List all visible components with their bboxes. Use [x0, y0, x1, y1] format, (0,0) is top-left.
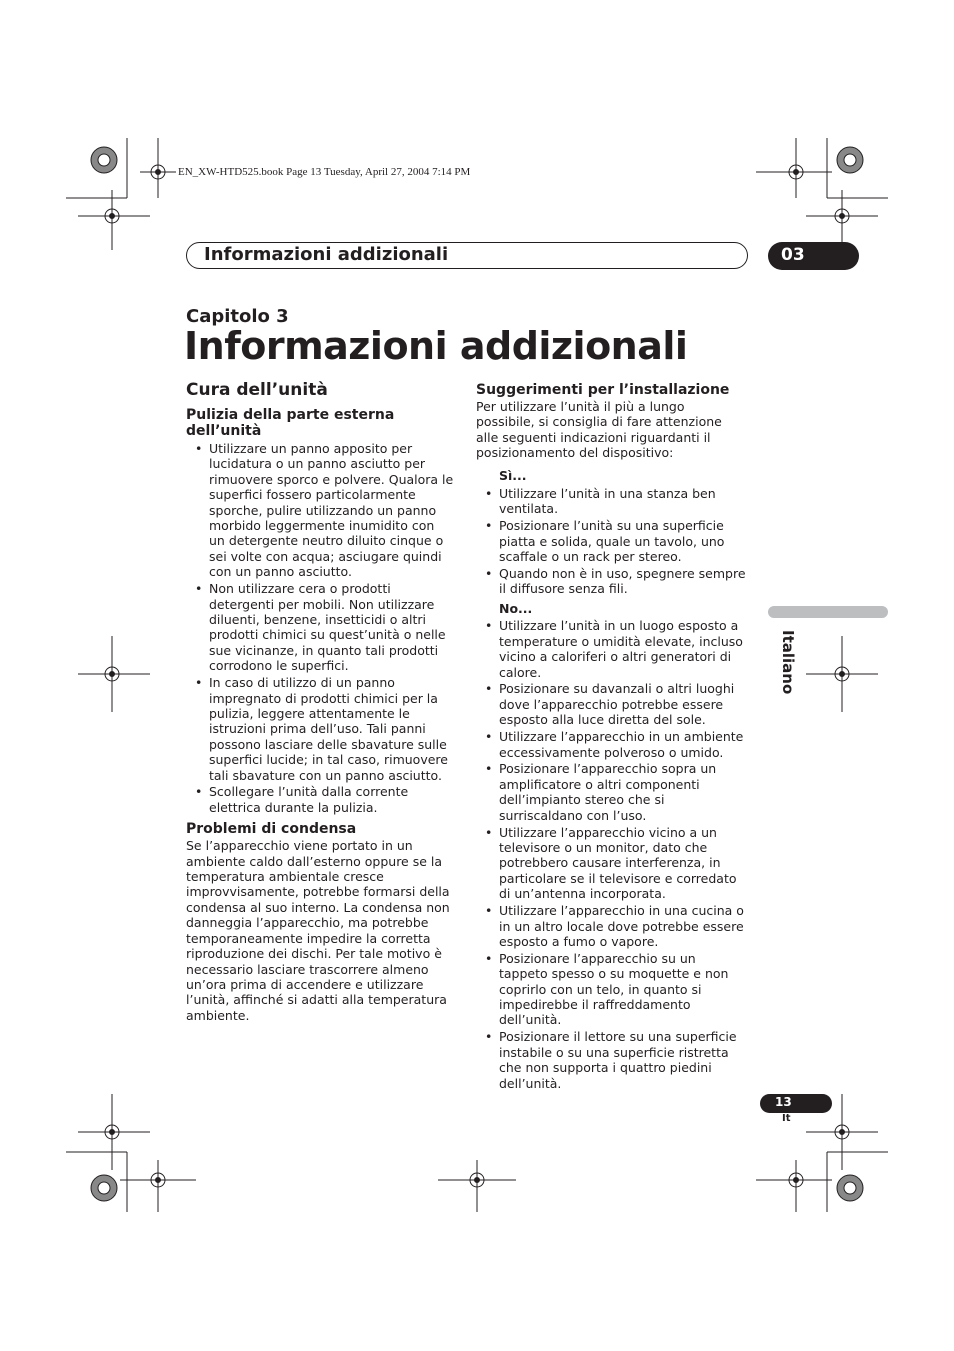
chapter-number: 03: [781, 245, 805, 265]
list-item: • Posizionare l’apparecchio su un tappeto spesso o su moquette e non coprirlo con un telo, in quanto si impedirebbe il raffreddamento dell’unità.: [476, 951, 746, 1028]
list-item: • Scollegare l’unità dalla corrente elettrica durante la pulizia.: [186, 784, 454, 815]
heading-installation: Suggerimenti per l’installazione: [476, 382, 730, 398]
list-item: • Non utilizzare cera o prodotti detergenti per mobili. Non utilizzare diluenti, benzene, insetticidi o altri prodotti chimici su quest’unità o nelle sue vicinanze, in quanto tali prodotti corrodono le superfici.: [186, 581, 454, 673]
right-column: [476, 382, 746, 1092]
yes-list: [476, 486, 746, 597]
installation-intro: Per utilizzare l’unità il più a lungo possibile, si consiglia di fare attenzione alle seguenti indicazioni riguardanti il posizionamento del dispositivo:: [476, 399, 722, 461]
section-title-care: Cura dell’unità: [186, 380, 328, 400]
list-item: • Quando non è in uso, spegnere sempre il diffusore senza fili.: [476, 566, 746, 597]
language-tab-bar: [768, 606, 888, 618]
list-item: • Posizionare l’apparecchio sopra un amplificatore o altri componenti dell’impianto stereo che si surriscaldano con l’uso.: [476, 761, 746, 823]
no-list: [476, 618, 746, 1091]
list-item: • In caso di utilizzo di un panno impregnato di prodotti chimici per la pulizia, leggere attentamente le istruzioni prima dell’uso. Tali panni possono lasciare delle sbavature sulle superfici lucide; in tal caso, rimuovere tali sbavature con un panno asciutto.: [186, 675, 454, 783]
language-tab-label: Italiano: [779, 630, 797, 695]
list-item: • Utilizzare l’apparecchio in una cucina o in un altro locale dove potrebbe essere esposto a fumo o vapore.: [476, 903, 746, 949]
condensation-text: Se l’apparecchio viene portato in un ambiente caldo dall’esterno oppure se la temperatura ambientale cresce improvvisamente, potrebbe formarsi della condensa al suo interno. La condensa non danneggia l’apparecchio, ma potrebbe temporaneamente impedire la corretta riproduzione dei dischi. Per tale motivo è necessario lasciare trascorrere almeno un’ora prima di accendere e utilizzare l’unità, affinché si adatti alla temperatura ambiente.: [186, 838, 450, 1023]
page-title: Informazioni addizionali: [184, 324, 688, 368]
heading-condensation: Problemi di condensa: [186, 821, 357, 838]
list-item: • Posizionare il lettore su una superficie instabile o su una superficie ristretta che non supporta i quattro piedini dell’unità.: [476, 1029, 746, 1091]
page-number: 13: [775, 1095, 792, 1109]
cleaning-list: [186, 441, 454, 815]
file-header: EN_XW-HTD525.book Page 13 Tuesday, April 27, 2004 7:14 PM: [178, 166, 471, 178]
heading-cleaning: Pulizia della parte esterna dell’unità: [186, 407, 395, 439]
no-label: No...: [499, 600, 533, 616]
page-language-code: It: [782, 1113, 791, 1124]
list-item: • Posizionare su davanzali o altri luoghi dove l’apparecchio potrebbe essere esposto alla luce diretta del sole.: [476, 681, 746, 727]
list-item: • Utilizzare l’apparecchio in un ambiente eccessivamente polveroso o umido.: [476, 729, 746, 760]
list-item: • Utilizzare un panno apposito per lucidatura o un panno asciutto per rimuovere sporco e polvere. Qualora le superfici fossero particolarmente sporche, pulire utilizzando un panno morbido leggermente inumidito con un detergente neutro diluito cinque o sei volte con acqua; asciugare quindi con un panno asciutto.: [186, 441, 454, 580]
yes-label: Sì...: [499, 467, 527, 483]
list-item: • Utilizzare l’unità in una stanza ben ventilata.: [476, 486, 746, 517]
chapter-label: Capitolo 3: [186, 306, 289, 327]
left-column: [186, 380, 454, 1023]
list-item: • Utilizzare l’apparecchio vicino a un televisore o un monitor, dato che potrebbero causare interferenza, in particolare se il televisore e corredato di un’antenna incorporata.: [476, 825, 746, 902]
running-header-title: Informazioni addizionali: [204, 244, 449, 265]
page-number-pill: [760, 1094, 832, 1113]
list-item: • Posizionare l’unità su una superficie piatta e solida, quale un tavolo, uno scaffale o un rack per stereo.: [476, 518, 746, 564]
list-item: • Utilizzare l’unità in un luogo esposto a temperature o umidità elevate, incluso vicino a caloriferi o altri generatori di calore.: [476, 618, 746, 680]
language-tab: [767, 630, 805, 720]
